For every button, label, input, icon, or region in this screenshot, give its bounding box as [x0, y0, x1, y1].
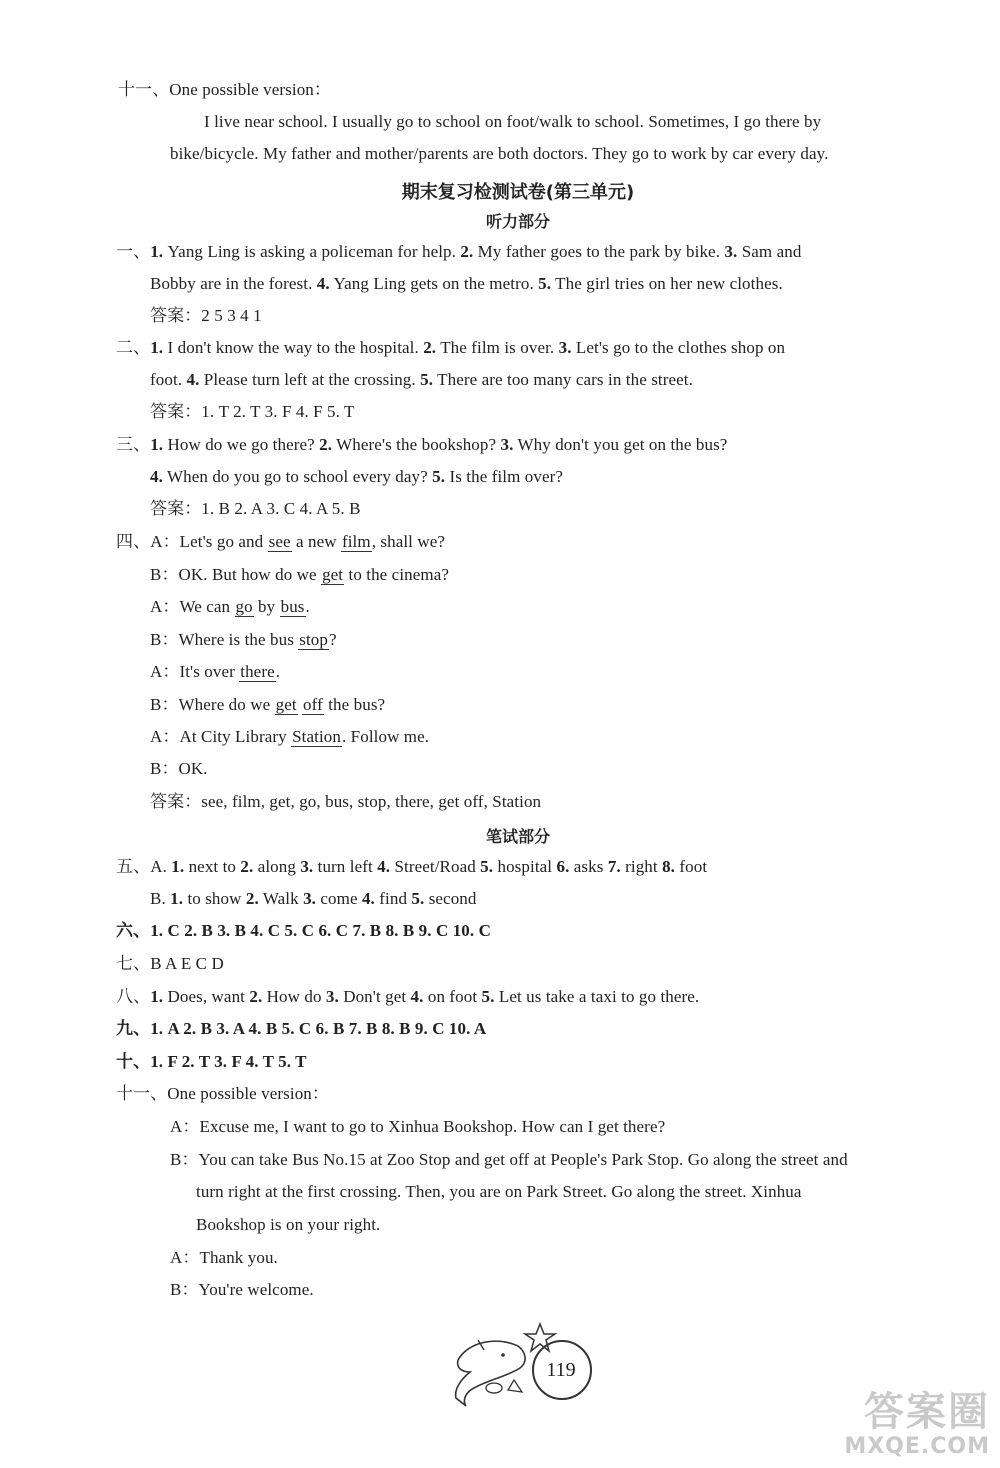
section-5-a: 五、A. 1. next to 2. along 3. turn left 4. Street/Road 5. hospital 6. asks 7. right 8. foot [116, 857, 708, 876]
section-2-line-1: 二、1. I don't know the way to the hospital. 2. The film is over. 3. Let's go to the clothes shop on [116, 338, 786, 357]
section-1-line-2: Bobby are in the forest. 4. Yang Ling gets on the metro. 5. The girl tries on her new clothes. [150, 274, 783, 293]
writing-title: 笔试部分 [485, 827, 550, 846]
section-3-line-1: 三、1. How do we go there? 2. Where's the bookshop? 3. Why don't you get on the bus? [116, 435, 728, 454]
section-8-answers: 八、1. Does, want 2. How do 3. Don't get 4. on foot 5. Let us take a taxi to go there. [116, 987, 700, 1006]
dialogue-line-3: A：We can go by bus. [150, 597, 310, 616]
dialogue-line-8: B：OK. [150, 759, 208, 778]
section-4-answer: 答案：see, film, get, go, bus, stop, there, get off, Station [150, 792, 542, 811]
section-9-answers: 九、1. A 2. B 3. A 4. B 5. C 6. B 7. B 8. B 9. C 10. A [116, 1019, 487, 1038]
section-7-answers: 七、B A E C D [116, 954, 224, 973]
section-3-line-2: 4. When do you go to school every day? 5. Is the film over? [150, 467, 564, 486]
section-1-answer: 答案：2 5 3 4 1 [150, 306, 262, 325]
dialogue-line-7: A：At City Library Station. Follow me. [150, 727, 430, 746]
dialogue-line-1: 四、A：Let's go and see a new film, shall we? [116, 532, 446, 551]
section-6-answers: 六、1. C 2. B 3. B 4. C 5. C 6. C 7. B 8. B 9. C 10. C [116, 921, 491, 940]
section-2-line-2: foot. 4. Please turn left at the crossing. 5. There are too many cars in the street. [150, 370, 693, 389]
dialogue-line-4: B：Where is the bus stop? [150, 630, 337, 649]
section-2-answer: 答案：1. T 2. T 3. F 4. F 5. T [150, 402, 355, 421]
page-number: 119 [546, 1359, 576, 1381]
watermark-url: MXQE.COM [844, 1434, 990, 1459]
section-5-b: B. 1. to show 2. Walk 3. come 4. find 5. second [150, 889, 477, 908]
essay-2-line-3: turn right at the first crossing. Then, you are on Park Street. Go along the street. Xinhua [196, 1182, 802, 1201]
watermark-logo [844, 1390, 990, 1460]
page-title: 期末复习检测试卷(第三单元) [401, 182, 635, 203]
essay-line-1: I live near school. I usually go to school on foot/walk to school. Sometimes, I go there by [204, 112, 822, 131]
section-3-answer: 答案：1. B 2. A 3. C 4. A 5. B [150, 499, 361, 518]
essay-2-line-6: B：You're welcome. [170, 1280, 314, 1299]
section-10-answers: 十、1. F 2. T 3. F 4. T 5. T [116, 1052, 307, 1071]
section-11-heading-top: 十一、One possible version： [118, 80, 331, 99]
listening-title: 听力部分 [485, 212, 550, 231]
essay-2-line-2: B：You can take Bus No.15 at Zoo Stop and get off at People's Park Stop. Go along the street and [170, 1150, 848, 1169]
essay-line-2: bike/bicycle. My father and mother/parents are both doctors. They go to work by car every day. [170, 144, 829, 163]
watermark-text: 答案圈 [864, 1389, 990, 1435]
section-1-line-1: 一、1. Yang Ling is asking a policeman for help. 2. My father goes to the park by bike. 3. Sam and [116, 242, 802, 261]
essay-2-line-4: Bookshop is on your right. [196, 1215, 381, 1234]
essay-2-line-1: A：Excuse me, I want to go to Xinhua Bookshop. How can I get there? [170, 1117, 666, 1136]
dialogue-line-2: B：OK. But how do we get to the cinema? [150, 565, 450, 584]
dialogue-line-6: B：Where do we get off the bus? [150, 695, 386, 714]
essay-2-line-5: A：Thank you. [170, 1248, 278, 1267]
section-11-heading: 十一、One possible version： [116, 1084, 329, 1103]
dialogue-line-5: A：It's over there. [150, 662, 281, 681]
